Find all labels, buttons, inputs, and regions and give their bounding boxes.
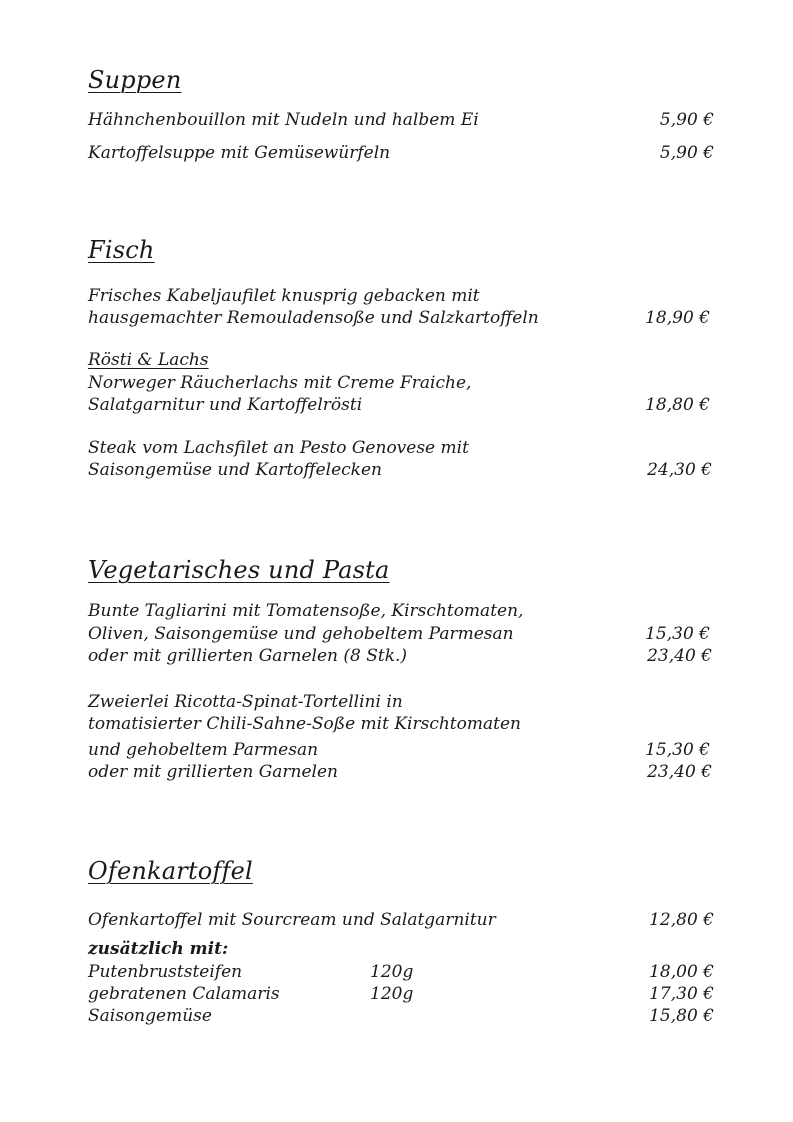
menu-item-text: Bunte Tagliarini mit Tomatensoße, Kirschtomaten, — [88, 601, 524, 621]
menu-item-text: Frisches Kabeljaufilet knusprig gebacken mit — [88, 286, 480, 306]
menu-item-price: 5,90 € — [659, 110, 714, 130]
extra-item-price: 17,30 € — [649, 984, 714, 1004]
menu-item-text: Ofenkartoffel mit Sourcream und Salatgarnitur — [88, 910, 496, 930]
menu-item-text: tomatisierter Chili-Sahne-Soße mit Kirschtomaten — [88, 714, 521, 734]
menu-item-text: Saisongemüse und Kartoffelecken — [88, 460, 382, 480]
menu-item-text: oder mit grillierten Garnelen (8 Stk.) — [88, 646, 408, 666]
menu-item-price: 18,80 € — [645, 395, 710, 415]
menu-item-text: und gehobeltem Parmesan — [88, 740, 319, 760]
menu-item-text: oder mit grillierten Garnelen — [88, 762, 338, 782]
menu-item-text: Steak vom Lachsfilet an Pesto Genovese mit — [88, 438, 469, 458]
menu-item-text: Hähnchenbouillon mit Nudeln und halbem Ei — [88, 110, 479, 130]
section-heading-ofenkartoffel: Ofenkartoffel — [88, 857, 253, 885]
section-heading-fisch: Fisch — [88, 236, 155, 264]
extra-item-name: gebratenen Calamaris — [88, 984, 280, 1004]
extra-item-price: 18,00 € — [649, 962, 714, 982]
menu-item-text: Kartoffelsuppe mit Gemüsewürfeln — [88, 143, 391, 163]
section-heading-suppen: Suppen — [88, 66, 182, 94]
menu-item-text: hausgemachter Remouladensoße und Salzkartoffeln — [88, 308, 539, 328]
extra-item-name: Putenbruststeifen — [88, 962, 243, 982]
menu-item-price: 23,40 € — [647, 646, 712, 666]
menu-item-text: Salatgarnitur und Kartoffelrösti — [88, 395, 363, 415]
extra-item-name: Saisongemüse — [88, 1006, 212, 1026]
menu-item-price: 15,30 € — [645, 624, 710, 644]
menu-item-price: 5,90 € — [659, 143, 714, 163]
menu-item-price: 23,40 € — [647, 762, 712, 782]
menu-item-text: Zweierlei Ricotta-Spinat-Tortellini in — [88, 692, 403, 712]
menu-item-price: 18,90 € — [645, 308, 710, 328]
extra-item-weight: 120g — [370, 984, 414, 1004]
menu-item-price: 24,30 € — [647, 460, 712, 480]
menu-item-price: 15,30 € — [645, 740, 710, 760]
extra-item-weight: 120g — [370, 962, 414, 982]
menu-item-price: 12,80 € — [649, 910, 714, 930]
menu-item-title: Rösti & Lachs — [88, 350, 209, 370]
menu-item-text: Oliven, Saisongemüse und gehobeltem Parmesan — [88, 624, 514, 644]
extras-label: zusätzlich mit: — [88, 939, 229, 959]
menu-item-text: Norweger Räucherlachs mit Creme Fraiche, — [88, 373, 472, 393]
extra-item-price: 15,80 € — [649, 1006, 714, 1026]
section-heading-vegetarisch: Vegetarisches und Pasta — [88, 556, 390, 584]
